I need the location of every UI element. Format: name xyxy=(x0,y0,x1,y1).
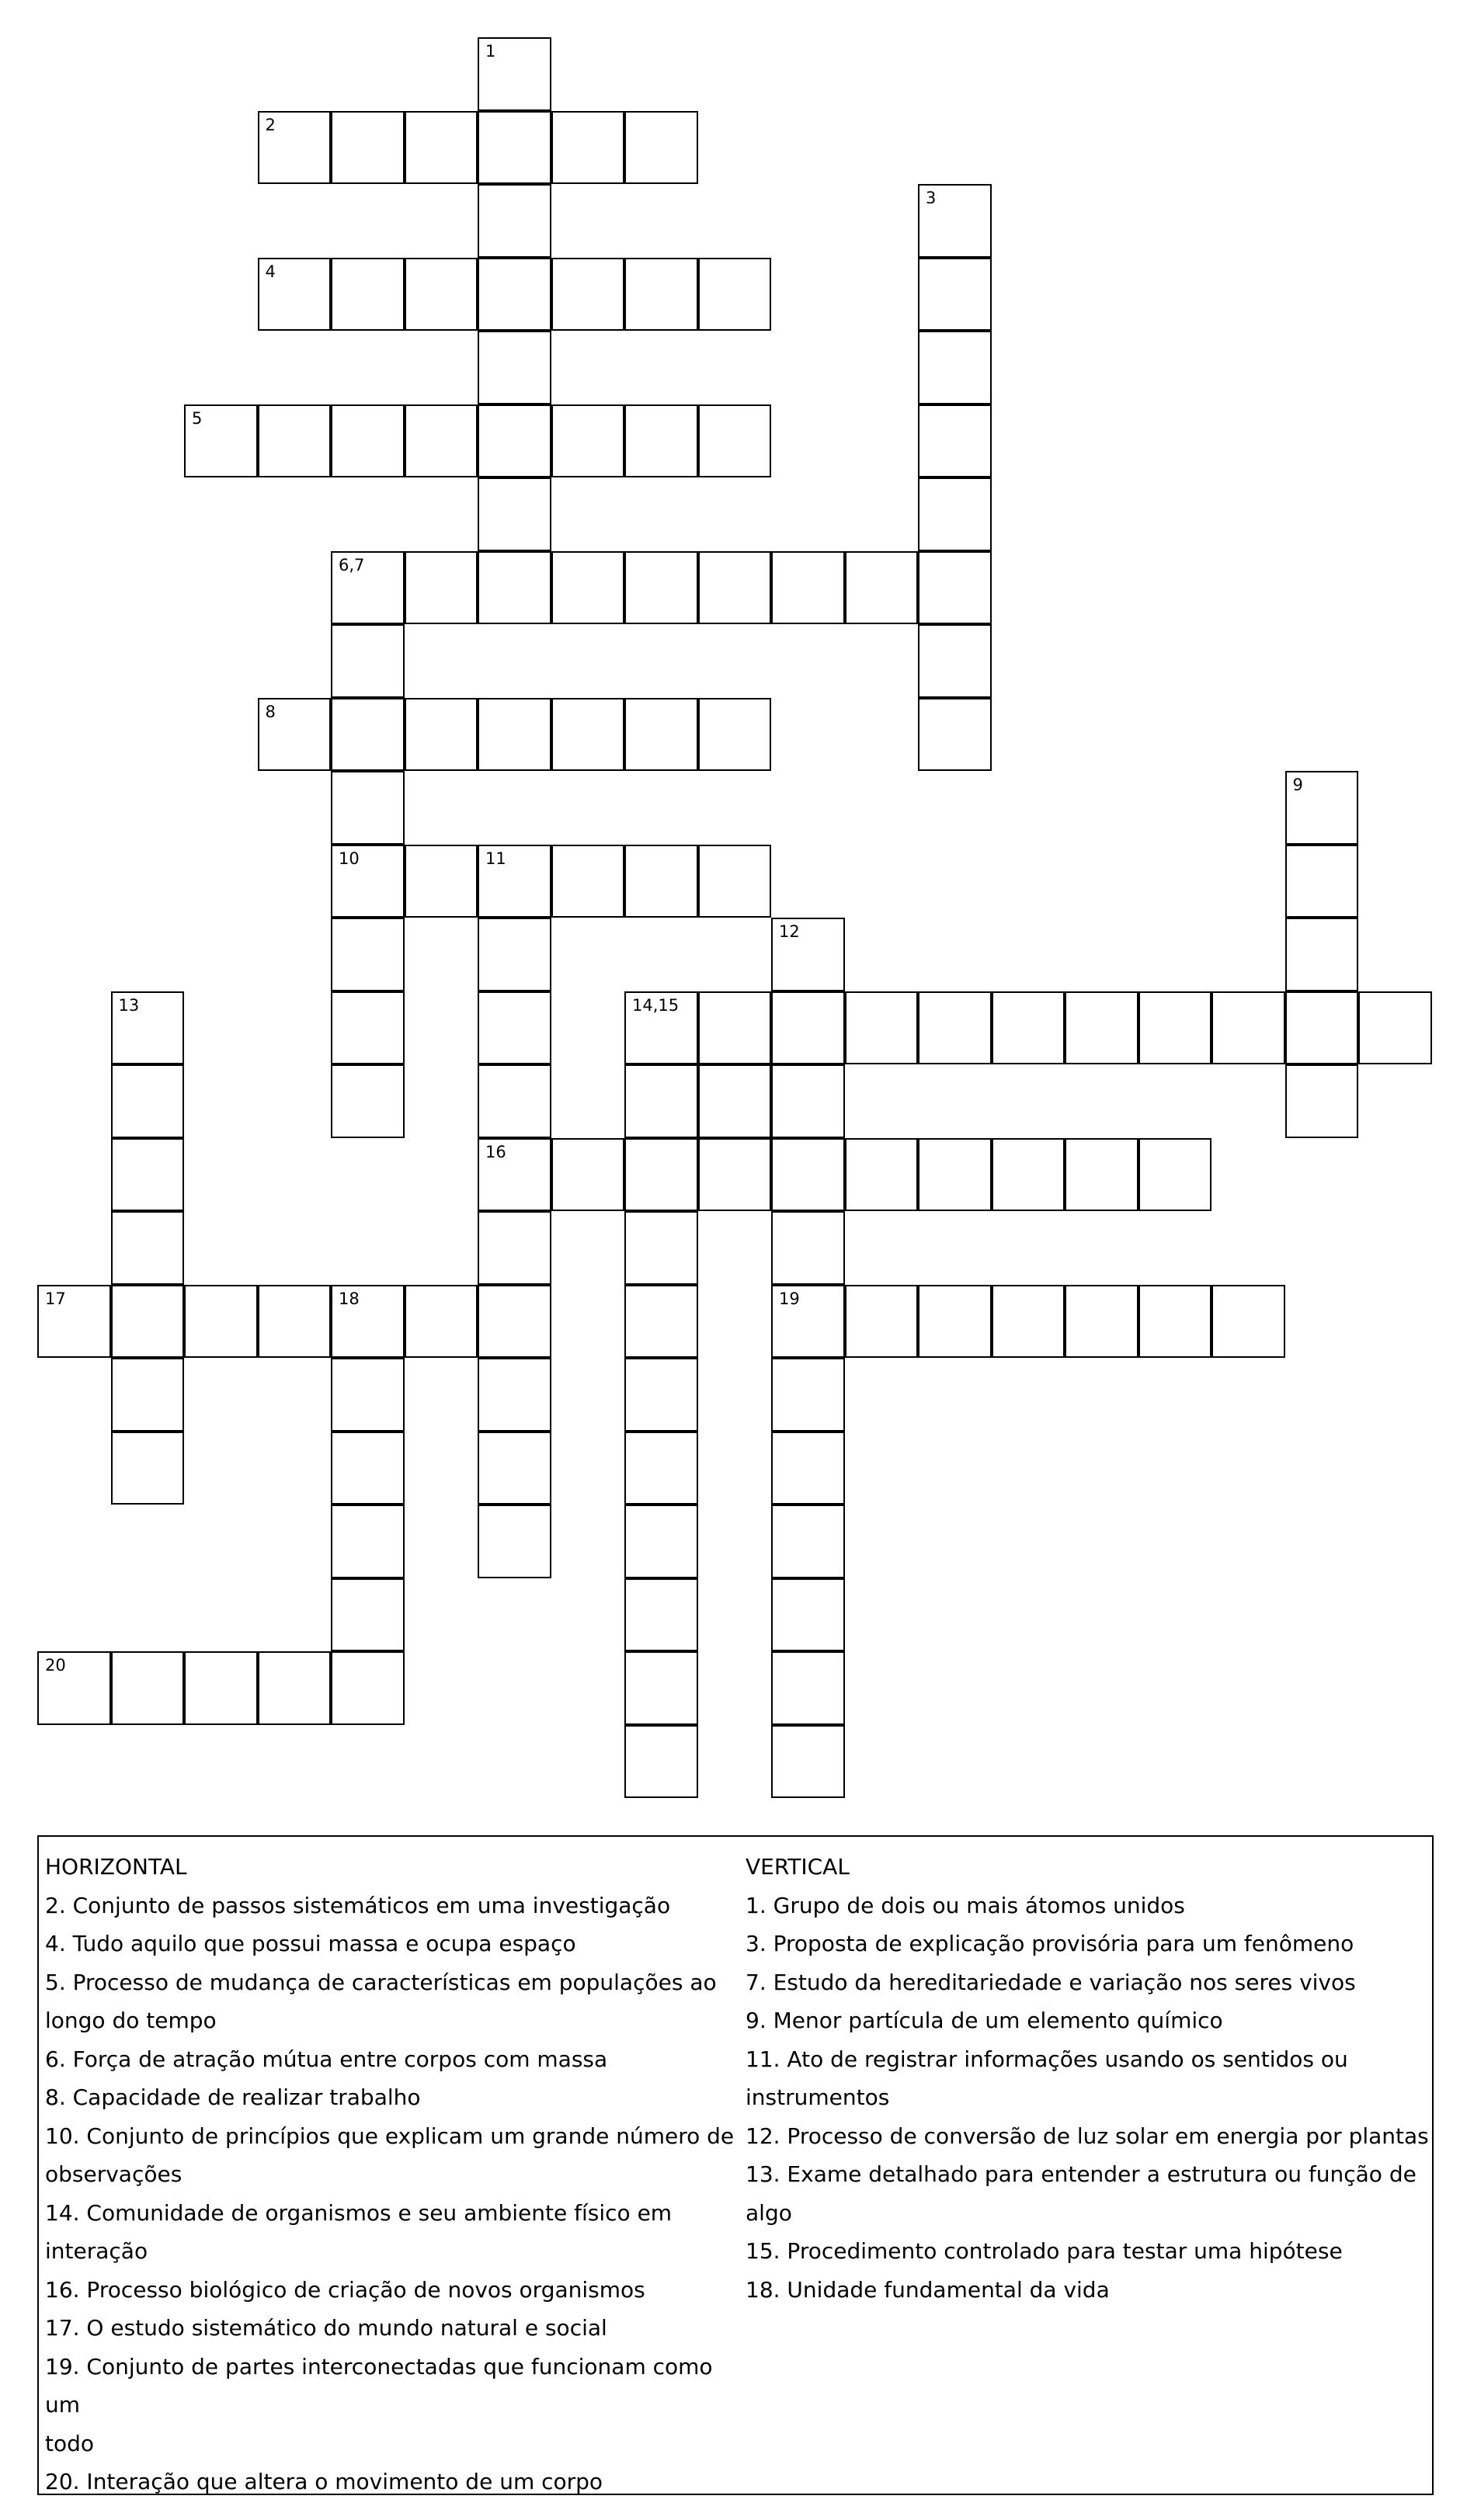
grid-cell[interactable] xyxy=(771,1138,845,1212)
grid-cell[interactable] xyxy=(918,477,992,551)
grid-cell[interactable] xyxy=(258,698,332,772)
grid-cell[interactable] xyxy=(918,551,992,625)
grid-cell[interactable] xyxy=(845,551,919,625)
grid-cell[interactable] xyxy=(918,331,992,404)
grid-cell[interactable] xyxy=(624,1138,698,1212)
clue-line: 11. Ato de registrar informações usando os sentidos ou xyxy=(746,2046,1348,2072)
clue-line: 9. Menor partícula de um elemento químico xyxy=(746,2008,1223,2033)
clue-number: 3 xyxy=(926,189,937,207)
grid-cell[interactable] xyxy=(624,1578,698,1652)
grid-cell[interactable] xyxy=(1065,991,1138,1065)
grid-cell[interactable] xyxy=(37,1285,111,1359)
grid-cell[interactable] xyxy=(478,477,551,551)
grid-cell[interactable] xyxy=(1138,1138,1212,1212)
grid-cell[interactable] xyxy=(624,404,698,478)
clue-number: 11 xyxy=(485,849,506,868)
grid-cell[interactable] xyxy=(258,1651,332,1725)
grid-cell[interactable] xyxy=(771,1432,845,1505)
grid-cell[interactable] xyxy=(771,1725,845,1799)
grid-cell[interactable] xyxy=(478,918,551,991)
grid-cell[interactable] xyxy=(624,551,698,625)
grid-cell[interactable] xyxy=(1065,1285,1138,1359)
grid-cell[interactable] xyxy=(1285,991,1359,1065)
grid-cell[interactable] xyxy=(1285,771,1359,845)
grid-cell[interactable] xyxy=(992,1138,1065,1212)
grid-cell[interactable] xyxy=(111,1651,185,1725)
grid-cell[interactable] xyxy=(331,258,405,331)
clue-line: 16. Processo biológico de criação de novos organismos xyxy=(45,2276,645,2303)
grid-cell[interactable] xyxy=(1138,991,1212,1065)
grid-cell[interactable] xyxy=(624,698,698,772)
clue-line: 3. Proposta de explicação provisória para um fenômeno xyxy=(746,1931,1354,1956)
grid-cell[interactable] xyxy=(478,1138,551,1212)
grid-cell[interactable] xyxy=(845,991,919,1065)
clue-number: 6,7 xyxy=(339,555,365,574)
clue-line: algo xyxy=(746,2199,792,2226)
clues-box xyxy=(37,1835,1434,2495)
vertical-clue-list xyxy=(746,1887,1429,2310)
grid-cell[interactable] xyxy=(624,991,698,1065)
clue-number: 19 xyxy=(779,1289,800,1308)
grid-cell[interactable] xyxy=(551,845,625,918)
grid-cell[interactable] xyxy=(624,1358,698,1432)
clue-number: 17 xyxy=(45,1289,66,1308)
grid-cell[interactable] xyxy=(478,1211,551,1285)
grid-cell[interactable] xyxy=(331,1358,405,1432)
clue-number: 16 xyxy=(485,1142,506,1161)
grid-cell[interactable] xyxy=(771,1505,845,1578)
grid-cell[interactable] xyxy=(331,404,405,478)
grid-cell[interactable] xyxy=(771,1651,845,1725)
clue-line: instrumentos xyxy=(746,2084,890,2110)
grid-cell[interactable] xyxy=(698,991,772,1065)
grid-cell[interactable] xyxy=(845,1285,919,1359)
horizontal-heading: HORIZONTAL xyxy=(45,1854,187,1880)
clue-number: 14,15 xyxy=(632,995,680,1015)
grid-cell[interactable] xyxy=(331,918,405,991)
clue-line: 15. Procedimento controlado para testar uma hipótese xyxy=(746,2238,1343,2264)
grid-cell[interactable] xyxy=(258,1285,332,1359)
grid-cell[interactable] xyxy=(771,918,845,991)
grid-cell[interactable] xyxy=(698,845,772,918)
grid-cell[interactable] xyxy=(258,404,332,478)
grid-cell[interactable] xyxy=(111,1358,185,1432)
clue-line: 7. Estudo da hereditariedade e variação nos seres vivos xyxy=(746,1969,1356,1995)
grid-cell[interactable] xyxy=(624,1064,698,1138)
grid-cell[interactable] xyxy=(845,1138,919,1212)
grid-cell[interactable] xyxy=(624,1651,698,1725)
clue-number: 4 xyxy=(265,262,276,281)
grid-cell[interactable] xyxy=(624,258,698,331)
grid-cell[interactable] xyxy=(698,698,772,772)
grid-cell[interactable] xyxy=(551,258,625,331)
grid-cell[interactable] xyxy=(551,698,625,772)
grid-cell[interactable] xyxy=(405,111,478,185)
vertical-clues xyxy=(746,1848,1429,2309)
grid-cell[interactable] xyxy=(992,991,1065,1065)
clue-line: 18. Unidade fundamental da vida xyxy=(746,2276,1110,2303)
grid-cell[interactable] xyxy=(405,551,478,625)
grid-cell[interactable] xyxy=(771,991,845,1065)
grid-cell[interactable] xyxy=(624,1725,698,1799)
grid-cell[interactable] xyxy=(478,1505,551,1578)
grid-cell[interactable] xyxy=(624,1505,698,1578)
grid-cell[interactable] xyxy=(918,624,992,698)
clue-number: 5 xyxy=(192,408,203,428)
grid-cell[interactable] xyxy=(405,1285,478,1359)
grid-cell[interactable] xyxy=(111,1211,185,1285)
clue-line: todo xyxy=(45,2430,95,2456)
clue-number: 8 xyxy=(265,702,276,721)
grid-cell[interactable] xyxy=(551,111,625,185)
clue-number: 2 xyxy=(265,115,276,134)
grid-cell[interactable] xyxy=(1065,1138,1138,1212)
clue-line: 1. Grupo de dois ou mais átomos unidos xyxy=(746,1892,1185,1918)
grid-cell[interactable] xyxy=(771,1285,845,1359)
grid-cell[interactable] xyxy=(918,404,992,478)
grid-cell[interactable] xyxy=(478,111,551,185)
grid-cell[interactable] xyxy=(992,1285,1065,1359)
grid-cell[interactable] xyxy=(478,991,551,1065)
grid-cell[interactable] xyxy=(331,1578,405,1652)
grid-cell[interactable] xyxy=(478,1358,551,1432)
grid-cell[interactable] xyxy=(1285,1064,1359,1138)
grid-cell[interactable] xyxy=(478,184,551,258)
grid-cell[interactable] xyxy=(771,1211,845,1285)
grid-cell[interactable] xyxy=(698,1138,772,1212)
grid-cell[interactable] xyxy=(918,184,992,258)
grid-cell[interactable] xyxy=(331,1432,405,1505)
clue-line: 8. Capacidade de realizar trabalho xyxy=(45,2084,421,2110)
grid-cell[interactable] xyxy=(37,1651,111,1725)
grid-cell[interactable] xyxy=(1285,845,1359,918)
clue-line: 2. Conjunto de passos sistemáticos em uma investigação xyxy=(45,1892,671,1918)
grid-cell[interactable] xyxy=(918,1138,992,1212)
vertical-heading: VERTICAL xyxy=(746,1854,850,1880)
clue-number: 12 xyxy=(779,922,800,941)
clue-number: 10 xyxy=(339,849,360,868)
clue-number: 13 xyxy=(118,995,140,1015)
grid-cell[interactable] xyxy=(698,551,772,625)
grid-cell[interactable] xyxy=(331,1505,405,1578)
grid-cell[interactable] xyxy=(111,1064,185,1138)
grid-cell[interactable] xyxy=(624,111,698,185)
clue-line: longo do tempo xyxy=(45,2008,217,2033)
grid-cell[interactable] xyxy=(331,111,405,185)
grid-cell[interactable] xyxy=(1285,918,1359,991)
grid-cell[interactable] xyxy=(624,1211,698,1285)
grid-cell[interactable] xyxy=(478,37,551,111)
grid-cell[interactable] xyxy=(331,845,405,918)
grid-cell[interactable] xyxy=(771,1064,845,1138)
grid-cell[interactable] xyxy=(551,404,625,478)
grid-cell[interactable] xyxy=(111,1138,185,1212)
clue-line: interação xyxy=(45,2238,148,2264)
grid-cell[interactable] xyxy=(551,551,625,625)
grid-cell[interactable] xyxy=(918,258,992,331)
clue-line: 4. Tudo aquilo que possui massa e ocupa espaço xyxy=(45,1931,576,1956)
clue-line: 5. Processo de mudança de características em populações ao xyxy=(45,1969,717,1995)
grid-cell[interactable] xyxy=(478,258,551,331)
clue-number: 1 xyxy=(485,42,496,61)
clue-line: 13. Exame detalhado para entender a estrutura ou função de xyxy=(746,2161,1417,2187)
horizontal-clue-list xyxy=(45,1887,744,2501)
grid-cell[interactable] xyxy=(478,404,551,478)
grid-cell[interactable] xyxy=(624,845,698,918)
grid-cell[interactable] xyxy=(478,1285,551,1359)
grid-cell[interactable] xyxy=(111,991,185,1065)
grid-cell[interactable] xyxy=(478,1064,551,1138)
grid-cell[interactable] xyxy=(698,258,772,331)
clue-line: 17. O estudo sistemático do mundo natural e social xyxy=(45,2315,607,2341)
grid-cell[interactable] xyxy=(771,1358,845,1432)
grid-cell[interactable] xyxy=(624,1432,698,1505)
grid-cell[interactable] xyxy=(331,1064,405,1138)
grid-cell[interactable] xyxy=(918,991,992,1065)
grid-cell[interactable] xyxy=(184,1651,258,1725)
clue-line: 12. Processo de conversão de luz solar em energia por plantas xyxy=(746,2123,1429,2149)
grid-cell[interactable] xyxy=(184,404,258,478)
grid-cell[interactable] xyxy=(331,1651,405,1725)
grid-cell[interactable] xyxy=(918,698,992,772)
grid-cell[interactable] xyxy=(331,1285,405,1359)
clue-number: 18 xyxy=(339,1289,360,1308)
grid-cell[interactable] xyxy=(771,1578,845,1652)
clue-line: 14. Comunidade de organismos e seu ambiente físico em xyxy=(45,2199,673,2226)
clue-number: 9 xyxy=(1292,776,1303,794)
grid-cell[interactable] xyxy=(478,698,551,772)
grid-cell[interactable] xyxy=(258,111,332,185)
clue-number: 20 xyxy=(45,1656,66,1675)
clue-line: 6. Força de atração mútua entre corpos com massa xyxy=(45,2046,608,2072)
grid-cell[interactable] xyxy=(1211,1285,1285,1359)
grid-cell[interactable] xyxy=(918,1285,992,1359)
grid-cell[interactable] xyxy=(111,1285,185,1359)
grid-cell[interactable] xyxy=(698,1064,772,1138)
grid-cell[interactable] xyxy=(331,624,405,698)
clue-line: 19. Conjunto de partes interconectadas que funcionam como um xyxy=(45,2353,713,2418)
clue-line: 10. Conjunto de princípios que explicam um grande número de xyxy=(45,2123,735,2149)
grid-cell[interactable] xyxy=(478,331,551,404)
grid-cell[interactable] xyxy=(405,258,478,331)
grid-cell[interactable] xyxy=(405,845,478,918)
grid-cell[interactable] xyxy=(1358,991,1432,1065)
grid-cell[interactable] xyxy=(331,698,405,772)
grid-cell[interactable] xyxy=(111,1432,185,1505)
grid-cell[interactable] xyxy=(478,845,551,918)
grid-cell[interactable] xyxy=(771,551,845,625)
grid-cell[interactable] xyxy=(405,698,478,772)
grid-cell[interactable] xyxy=(184,1285,258,1359)
grid-cell[interactable] xyxy=(478,551,551,625)
grid-cell[interactable] xyxy=(331,551,405,625)
grid-cell[interactable] xyxy=(624,1285,698,1359)
grid-cell[interactable] xyxy=(698,404,772,478)
grid-cell[interactable] xyxy=(1138,1285,1212,1359)
clue-line: observações xyxy=(45,2161,182,2187)
grid-cell[interactable] xyxy=(331,991,405,1065)
grid-cell[interactable] xyxy=(1211,991,1285,1065)
horizontal-clues xyxy=(45,1848,744,2501)
grid-cell[interactable] xyxy=(405,404,478,478)
grid-cell[interactable] xyxy=(551,1138,625,1212)
clue-line: 20. Interação que altera o movimento de um corpo xyxy=(45,2469,603,2494)
grid-cell[interactable] xyxy=(258,258,332,331)
grid-cell[interactable] xyxy=(331,771,405,845)
grid-cell[interactable] xyxy=(478,1432,551,1505)
